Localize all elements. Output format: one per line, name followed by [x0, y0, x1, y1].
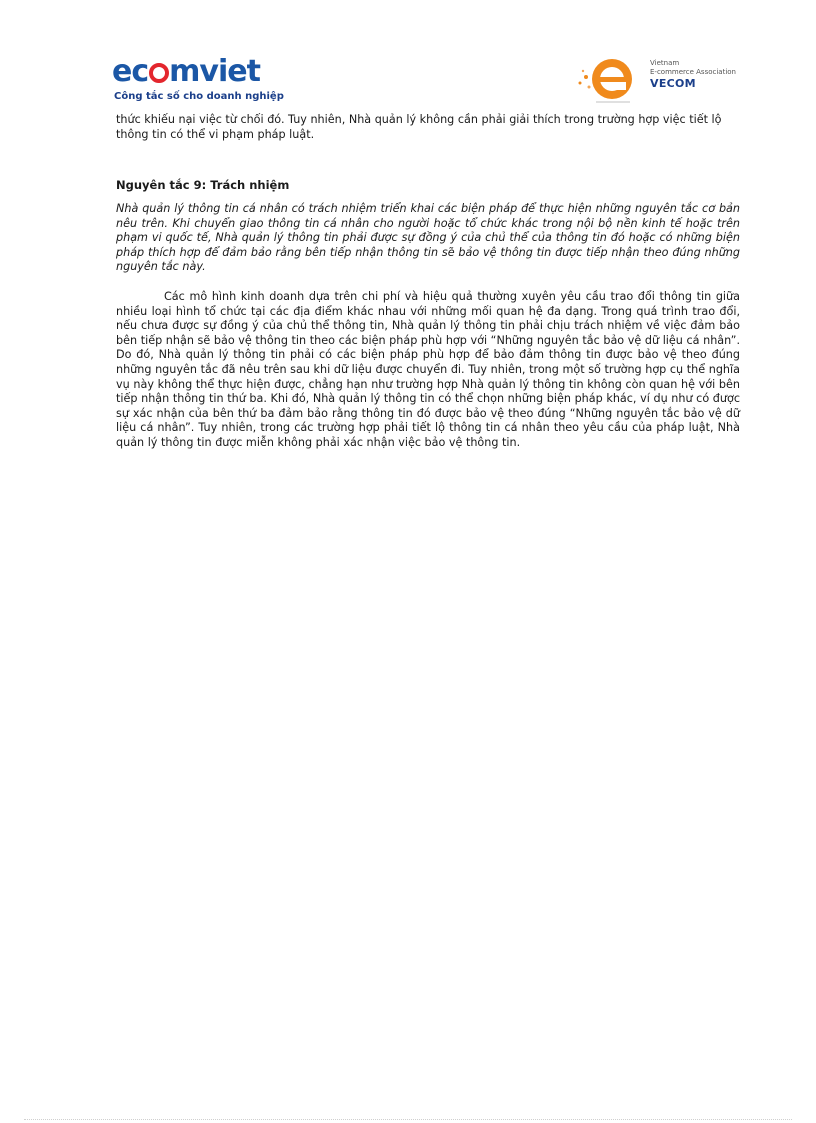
explanation-paragraph: Các mô hình kinh doanh dựa trên chi phí và hiệu quả thường xuyên yêu cầu trao đổi thông tin giữa nhiều loại hình tổ chức tại các địa điểm khác nhau với những mối quan hệ đa dạng. Trong quá trình trao đổi, nếu chưa được sự đồng ý của chủ thể thông tin, Nhà quản lý thông tin phải chịu trách nhiệm về việc đảm bảo bên tiếp nhận sẽ bảo vệ thông tin theo các biện pháp phù hợp với “Những nguyên tắc bảo vệ dữ liệu cá nhân”. Do đó, Nhà quản lý thông tin phải có các biện pháp phù hợp để bảo đảm thông tin được bảo vệ theo đúng những nguyên tắc đã nêu trên sau khi dữ liệu được chuyển đi. Tuy nhiên, trong một số trường hợp cụ thể nghĩa vụ này không thể thực hiện được, chẳng hạn như trường hợp Nhà quản lý thông tin không còn quan hệ với bên tiếp nhận thông tin thứ ba. Khi đó, Nhà quản lý thông tin có thể chọn những biện pháp khác, ví dụ như có được sự xác nhận của bên thứ ba đảm bảo rằng thông tin đó được bảo vệ theo đúng “Những nguyên tắc bảo vệ dữ liệu cá nhân”. Tuy nhiên, trong các trường hợp phải tiết lộ thông tin cá nhân theo yêu cầu của pháp luật, Nhà quản lý thông tin được miễn không phải xác nhận việc bảo vệ thông tin. — [116, 290, 740, 449]
vecom-e-icon — [576, 55, 638, 107]
vecom-association: E-commerce Association — [650, 68, 736, 76]
vecom-name: VECOM — [650, 77, 696, 90]
section-heading: Nguyên tắc 9: Trách nhiệm — [116, 178, 290, 192]
continued-paragraph: thức khiếu nại việc từ chối đó. Tuy nhiên, Nhà quản lý không cần phải giải thích trong trường hợp việc tiết lộ thông tin có thể vi phạm pháp luật. — [116, 113, 722, 141]
vecom-country: Vietnam — [650, 59, 680, 67]
brand-tagline: Công tắc số cho doanh nghiệp — [114, 91, 284, 102]
red-ring-icon — [149, 63, 169, 83]
vecom-logo — [576, 55, 741, 107]
ecomviet-logo — [112, 54, 284, 105]
principle-statement: Nhà quản lý thông tin cá nhân có trách nhiệm triển khai các biện pháp để thực hiện những nguyên tắc cơ bản nêu trên. Khi chuyển giao thông tin cá nhân cho người hoặc tổ chức khác trong nội bộ nền kinh tế hoặc trên phạm vi quốc tế, Nhà quản lý thông tin phải được sự đồng ý của chủ thể của thông tin đó hoặc có những biện pháp thích hợp để đảm bảo rằng bên tiếp nhận thông tin sẽ bảo vệ thông tin được tiếp nhận theo đúng những nguyên tắc này. — [116, 202, 740, 274]
brand-wordmark: ec mviet — [112, 54, 260, 89]
footer-divider — [24, 1119, 792, 1120]
vecom-text-block — [650, 59, 736, 90]
